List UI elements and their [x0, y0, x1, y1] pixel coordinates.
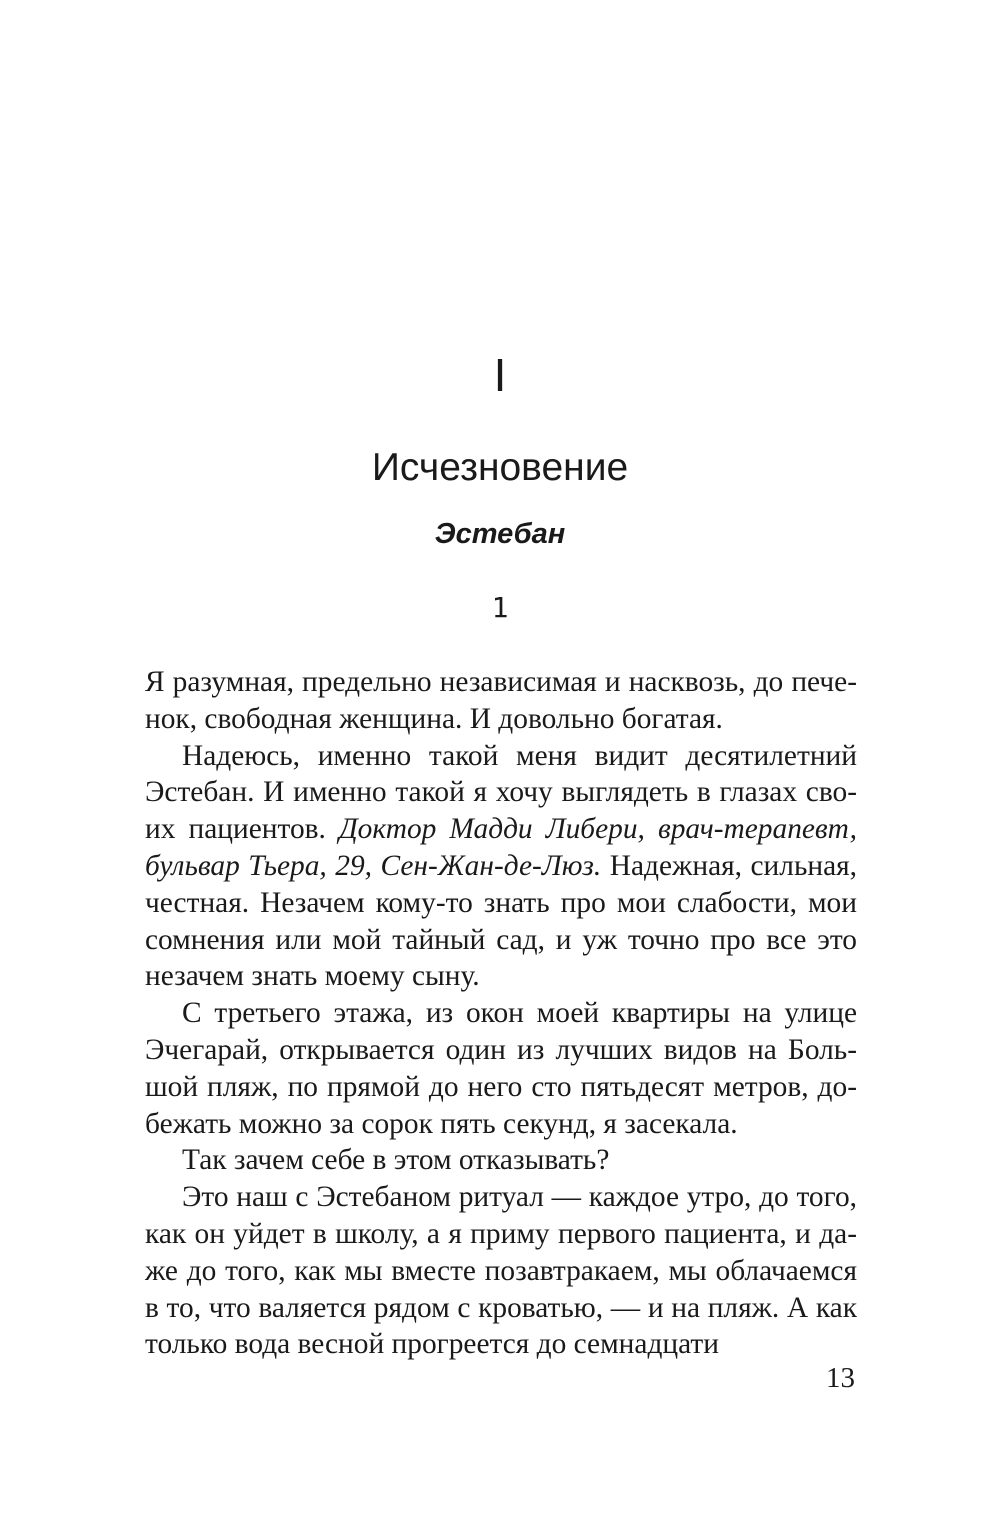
paragraph-text: Это наш с Эстебаном ритуал — каждое утро, до того, как он уйдет в школу, а я приму первого пациента, и даже до того, как мы вместе позавтракаем, мы облачаемся в то, что валяется рядом с кроватью, — и на пляж. А как только вода весной прогреется до семнадцати — [145, 1181, 857, 1361]
paragraph-text: Так зачем себе в этом отказывать? — [182, 1144, 610, 1177]
paragraph-text: С третьего этажа, из окон моей квартиры на улице Эчегарай, открывается один из лучших видов на Большой пляж, по прямой до него сто пятьдесят метров, добежать можно за сорок пять секунд, я засекала. — [145, 997, 857, 1140]
paragraph — [145, 995, 857, 1142]
paragraph-italic-text: Доктор Мадди Либери, врач-терапевт, бульвар Тьера, 29, Сен-Жан-де-Люз. — [145, 813, 857, 882]
part-number: I — [493, 349, 507, 401]
paragraph-text: Я разумная, предельно независимая и насквозь, до печенок, свободная женщина. И довольно богатая. — [145, 666, 857, 735]
part-title: Исчезновение — [371, 446, 629, 489]
paragraph — [145, 1179, 857, 1363]
paragraph-text: Надеюсь, именно такой меня видит десятилетний Эстебан. И именно такой я хочу выглядеть в глазах своих пациентов. — [145, 739, 857, 846]
body-text — [145, 664, 857, 1363]
chapter-number: 1 — [491, 591, 509, 624]
page-number: 13 — [826, 1362, 855, 1394]
paragraph — [145, 1142, 857, 1179]
paragraph-text: Надежная, сильная, честная. Незачем кому-то знать про мои слабости, мои сомнения или мой тайный сад, и уж точно про все это незачем знать моему сыну. — [145, 849, 857, 993]
paragraph — [145, 664, 857, 738]
paragraph — [145, 738, 857, 996]
narrator-heading: Эстебан — [434, 518, 566, 550]
